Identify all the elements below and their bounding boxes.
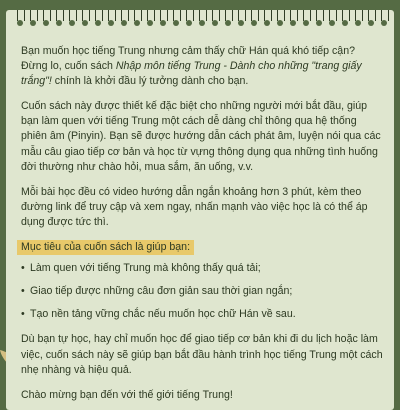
goals-list — [21, 261, 383, 322]
binding-ring — [160, 10, 168, 21]
binding-ring — [95, 10, 103, 21]
intro-text-start: Bạn muốn học tiếng Trung nhưng cảm thấy chữ Hán quá khó tiếp cận? Đừng lo, cuốn sách — [21, 45, 355, 73]
binding-ring — [238, 10, 246, 21]
binding-ring — [212, 10, 220, 21]
list-item — [21, 261, 383, 276]
binding-ring — [251, 10, 259, 21]
binding-ring — [342, 10, 350, 21]
binding-ring — [368, 10, 376, 21]
binding-ring — [17, 10, 25, 21]
description-paragraph: Cuốn sách này được thiết kế đặc biệt cho những người mới bắt đầu, giúp bạn làm quen với tiếng Trung một cách dễ dàng chỉ thông qua hệ thống phiên âm (Pinyin). Bạn sẽ được hướng dẫn cách phát âm, luyện nói qua các mẫu câu giao tiếp cơ bản và học từ vựng thông dụng qua những tình huống đời thường như chào hỏi, mua sắm, ăn uống, v.v. — [21, 100, 381, 173]
goal-text: Làm quen với tiếng Trung mà không thấy quá tải; — [30, 262, 261, 275]
binding-ring — [134, 10, 142, 21]
binding-ring — [43, 10, 51, 21]
binding-ring — [381, 10, 389, 21]
list-item — [21, 284, 383, 299]
binding-ring — [173, 10, 181, 21]
notebook-page — [6, 10, 394, 410]
closing-paragraph: Dù bạn tự học, hay chỉ muốn học để giao tiếp cơ bản khi đi du lịch hoặc làm việc, cuốn sách này sẽ giúp bạn bắt đầu hành trình học tiếng Trung một cách nhẹ nhàng và hiệu quả. — [21, 333, 383, 376]
binding-ring — [186, 10, 194, 21]
video-paragraph: Mỗi bài học đều có video hướng dẫn ngắn khoảng hơn 3 phút, kèm theo đường link để truy cập và xem ngay, nhấn mạnh vào việc học là có thể áp dụng được tức thì. — [21, 185, 368, 228]
bullet-icon: • — [21, 285, 25, 298]
binding-ring — [329, 10, 337, 21]
binding-ring — [147, 10, 155, 21]
binding-ring — [56, 10, 64, 21]
binding-ring — [82, 10, 90, 21]
binding-ring — [355, 10, 363, 21]
binding-ring — [303, 10, 311, 21]
binding-ring — [199, 10, 207, 21]
binding-ring — [277, 10, 285, 21]
intro-text-end: chính là khởi đầu lý tưởng dành cho bạn. — [51, 75, 249, 88]
binding-ring — [316, 10, 324, 21]
binding-ring — [108, 10, 116, 21]
binding-ring — [290, 10, 298, 21]
bullet-icon: • — [21, 262, 25, 275]
goal-text: Giao tiếp được những câu đơn giản sau thời gian ngắn; — [30, 285, 293, 298]
goals-heading: Mục tiêu của cuốn sách là giúp bạn: — [17, 240, 194, 255]
binding-ring — [121, 10, 129, 21]
book-title: Nhập môn tiếng Trung - Dành cho những "trang giấy trắng"! — [21, 60, 362, 88]
binding-ring — [225, 10, 233, 21]
binding-ring — [264, 10, 272, 21]
intro-paragraph — [21, 44, 383, 89]
goal-text: Tạo nền tảng vững chắc nếu muốn học chữ Hán về sau. — [30, 308, 296, 321]
spiral-binding — [6, 10, 394, 28]
welcome-text: Chào mừng bạn đến với thế giới tiếng Trung! — [21, 388, 233, 401]
bullet-icon: • — [21, 308, 25, 321]
text-content — [21, 44, 383, 410]
binding-ring — [30, 10, 38, 21]
binding-ring — [69, 10, 77, 21]
list-item — [21, 307, 383, 322]
